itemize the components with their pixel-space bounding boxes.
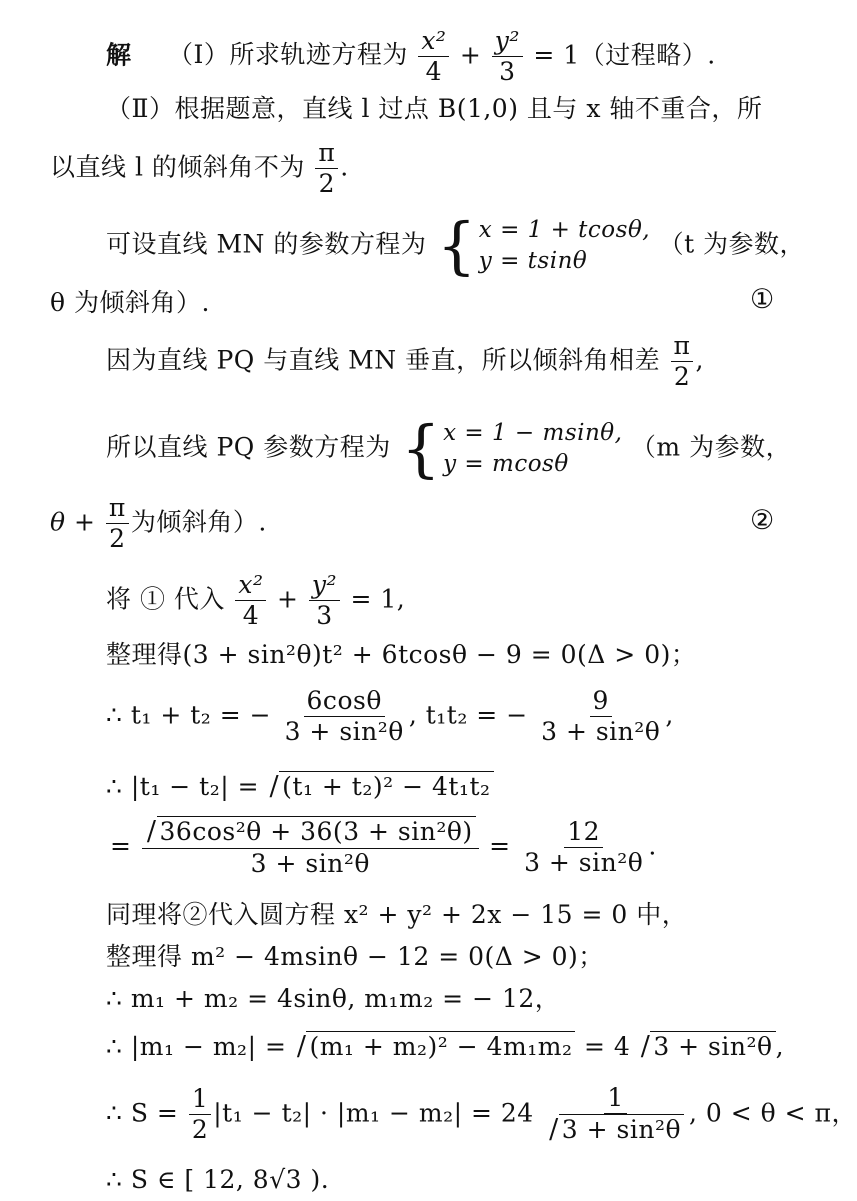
line-1-text: （Ⅰ）所求轨迹方程为 [167,40,408,70]
line-1: 解 （Ⅰ）所求轨迹方程为 $\frac{\text{x²}}{4}$ + $\frac{\text{y²}}{3}$ = 1（过程略）. [106,26,716,87]
line-2: （Ⅱ）根据题意，直线 l 过点 B(1,0) 且与 x 轴不重合，所 [106,94,763,123]
line-5: θ 为倾斜角）. [50,288,210,317]
line-16: ∴ m₁ + m₂ = 4sinθ, m₁m₂ = − 12， [106,984,561,1013]
fraction-pi-2-c: $\frac{\pi}{2}$ [106,495,129,553]
line-6: 因为直线 PQ 与直线 MN 垂直，所以倾斜角相差 $\frac{\pi}{2}$ , [106,331,704,392]
fraction-y2-3: $\frac{\text{y²}}{3}$ [492,28,523,86]
line-15: 整理得 m² − 4msinθ − 12 = 0(Δ > 0)； [106,942,604,971]
line-12: ∴ |t₁ − t₂| = / (t₁ + t₂)² − 4t₁t₂ [106,770,494,804]
parametric-system-pq: { x = 1 − msinθ, y = mcosθ [401,412,623,486]
fraction-pi-2: $\frac{\pi}{2}$ [315,140,338,198]
marker-1: ① [750,284,775,315]
line-8: θ + $\frac{\pi}{2}$ 为倾斜角）. [50,493,267,554]
fraction-6cos: $\frac{6\cos\theta}{\text{3 + sin²θ}}$ [284,686,404,747]
parametric-system-mn: { x = 1 + tcosθ, y = tsinθ [436,209,651,283]
marker-2: ② [750,505,775,536]
line-18: ∴ S = $\frac{1}{2}$ |t₁ − t₂| · |m₁ − m₂| = 24 $\frac{1}{\text{/ 3 + sin²θ}}$ , 0 < θ < π， [106,1083,857,1146]
line-1-tail: （过程略）. [579,40,716,70]
line-11: ∴ t₁ + t₂ = − $\frac{6\cos\theta}{\text{3 + sin²θ}}$ , t₁t₂ = − $\frac{9}{\text{3 + sin²θ}}$ , [106,686,674,747]
fraction-12: $\frac{12}{\text{3 + sin²θ}}$ [524,817,644,878]
fraction-1-2: $\frac{1}{2}$ [189,1086,211,1144]
line-4: 可设直线 MN 的参数方程为 { x = 1 + tcosθ, y = tsinθ （t 为参数， [106,209,806,283]
line-3: 以直线 l 的倾斜角不为 $\frac{\pi}{2}$ . [50,138,349,199]
solution-label: 解 [106,40,132,70]
line-13: = $\frac{\text{/ 36cos²θ + 36(3 + sin²θ)}}{\text{3 + sin²θ}}$ = $\frac{12}{\text{3 + sin²θ}}$ . [110,816,657,879]
fraction-9: $\frac{9}{\text{3 + sin²θ}}$ [541,686,661,747]
line-17: ∴ |m₁ − m₂| = / (m₁ + m₂)² − 4m₁m₂ = 4 / 3 + sin²θ , [106,1031,785,1062]
fraction-pi-2-b: $\frac{\pi}{2}$ [671,333,694,391]
fraction-big: $\frac{\text{/ 36cos²θ + 36(3 + sin²θ)}}{\text{3 + sin²θ}}$ [142,818,479,878]
line-7: 所以直线 PQ 参数方程为 { x = 1 − msinθ, y = mcosθ （m 为参数， [106,412,792,486]
line-19: ∴ S ∈ [ 12, 8√3 ). [106,1165,330,1194]
line-9: 将 ① 代入 $\frac{\text{x²}}{4}$ + $\frac{\text{y²}}{3}$ = 1, [106,570,406,631]
line-10: 整理得(3 + sin²θ)t² + 6tcosθ − 9 = 0(Δ > 0)； [106,640,697,669]
fraction-1-sqrt: $\frac{1}{\text{/ 3 + sin²θ}}$ [544,1085,687,1145]
fraction-x2-4: $\frac{\text{x²}}{4}$ [418,28,449,86]
line-14: 同理将②代入圆方程 x² + y² + 2x − 15 = 0 中， [106,900,688,929]
